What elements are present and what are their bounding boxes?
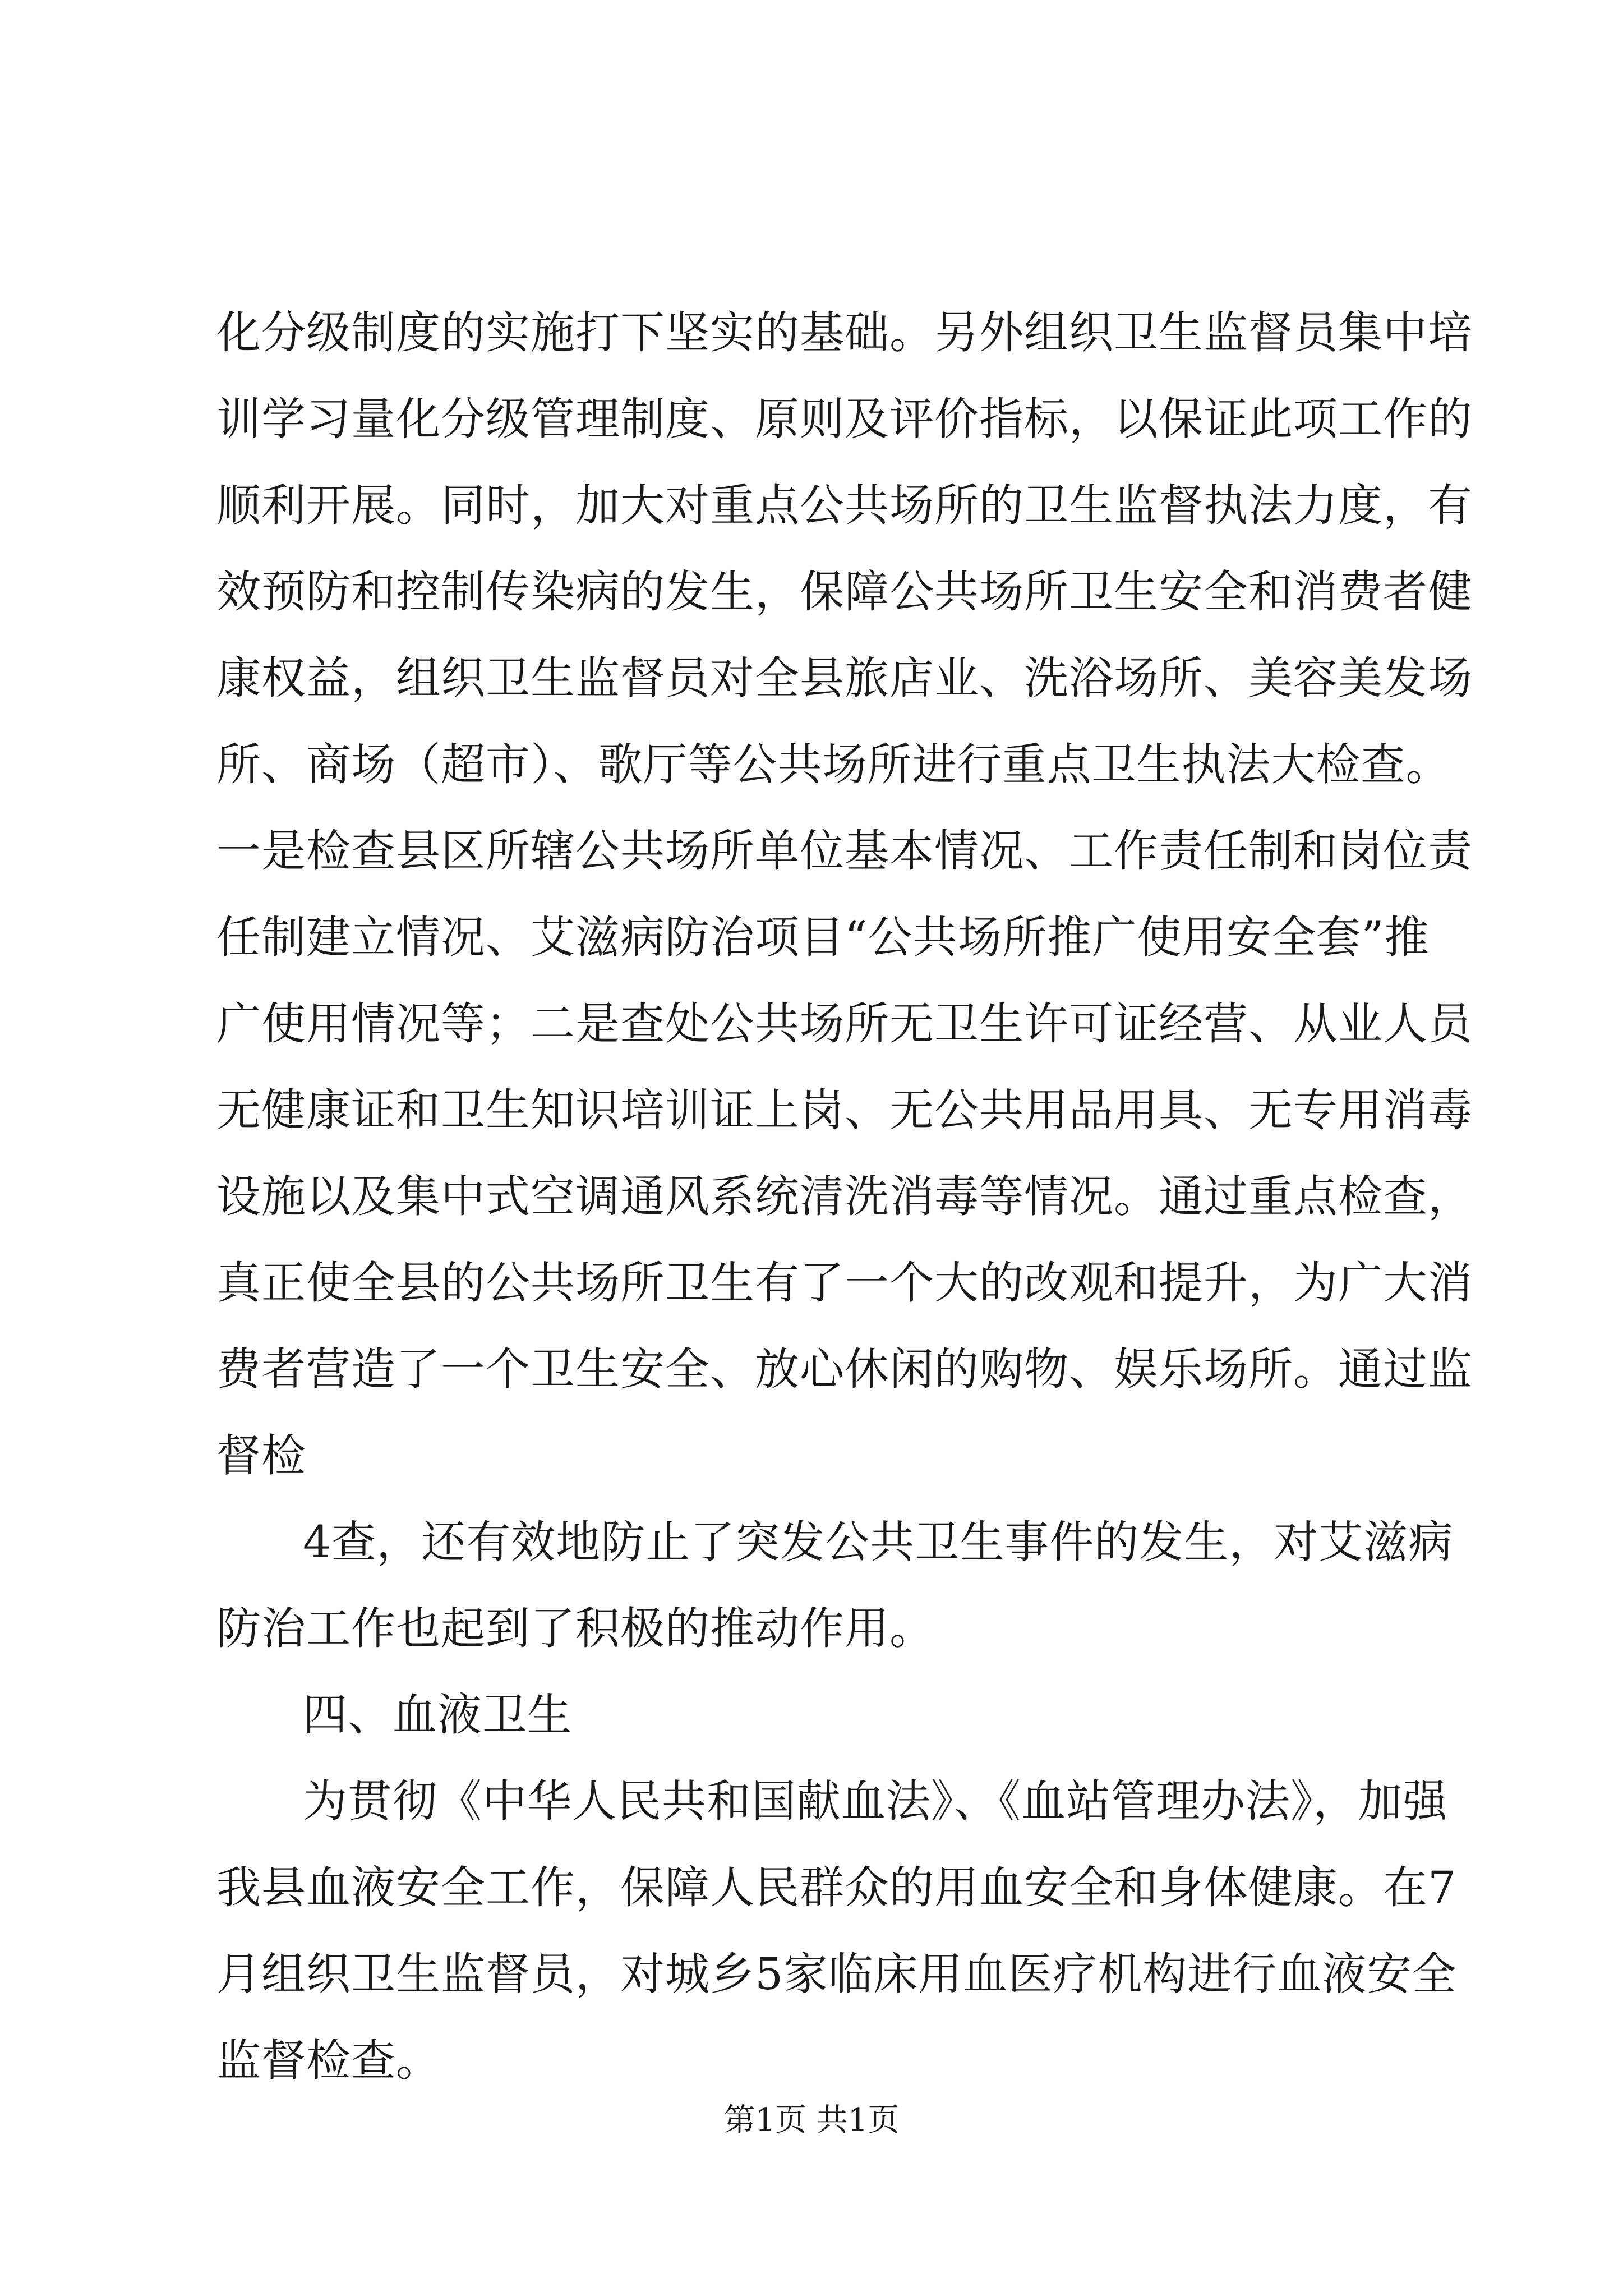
body-line-5: 康权益，组织卫生监督员对全县旅店业、洗浴场所、美容美发场 (216, 652, 1473, 704)
page-footer: 第1页 共1页 (723, 2102, 900, 2138)
body-line-9: 广使用情况等；二是查处公共场所无卫生许可证经营、从业人员 (216, 998, 1473, 1050)
body-line-11: 设施以及集中式空调通风系统清洗消毒等情况。通过重点检查， (216, 1171, 1473, 1222)
body-line-12: 真正使全县的公共场所卫生有了一个大的改观和提升，为广大消 (216, 1257, 1473, 1309)
body-line-18: 为贯彻《中华人民共和国献血法》、《血站管理办法》，加强 (303, 1775, 1448, 1827)
body-line-21: 监督检查。 (216, 2035, 441, 2086)
body-line-16: 防治工作也起到了积极的推动作用。 (216, 1603, 934, 1654)
body-line-20: 月组织卫生监督员，对城乡5家临床用血医疗机构进行血液安全 (216, 1948, 1457, 2000)
body-line-8: 任制建立情况、艾滋病防治项目“公共场所推广使用安全套”推 (216, 912, 1430, 963)
body-line-15: 4查，还有效地防止了突发公共卫生事件的发生，对艾滋病 (303, 1516, 1454, 1568)
body-line-7: 一是检查县区所辖公共场所单位基本情况、工作责任制和岗位责 (216, 825, 1473, 877)
body-line-6: 所、商场（超市）、歌厅等公共场所进行重点卫生执法大检查。 (216, 739, 1451, 790)
body-line-19: 我县血液安全工作，保障人民群众的用血安全和身体健康。在7 (216, 1862, 1457, 1913)
body-line-14: 督检 (216, 1430, 306, 1481)
body-line-2: 训学习量化分级管理制度、原则及评价指标，以保证此项工作的 (216, 393, 1473, 445)
body-line-10: 无健康证和卫生知识培训证上岗、无公共用品用具、无专用消毒 (216, 1084, 1473, 1136)
body-line-1: 化分级制度的实施打下坚实的基础。另外组织卫生监督员集中培 (216, 307, 1473, 358)
body-line-3: 顺利开展。同时，加大对重点公共场所的卫生监督执法力度，有 (216, 480, 1473, 531)
section-heading: 四、血液卫生 (303, 1689, 572, 1741)
body-line-4: 效预防和控制传染病的发生，保障公共场所卫生安全和消费者健 (216, 566, 1473, 618)
body-line-13: 费者营造了一个卫生安全、放心休闲的购物、娱乐场所。通过监 (216, 1343, 1473, 1395)
